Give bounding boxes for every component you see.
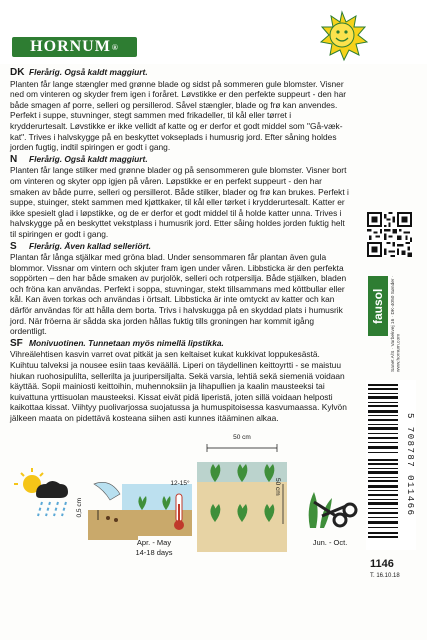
harvest-scissors-icon [300, 478, 360, 538]
language-code: N [10, 153, 18, 165]
section-body-sf: Vihreälehtisen kasvin varret ovat pitkät ja sen keltaiset kukat kukkivat loppukesästä. Kuihtuu talveksi ja nousee esiin taas keväällä. Liperi on täydellinen keittoyrtti - se maistuu hiukan ruohosipulilta, sellerilta ja juuripersiljalta. Sekä varsia, lehtiä sekä siemeniä voidaan käyttää. Sopii mainiosti keittoihin, muhennoksiin ja lihapullien ja kaalin mausteeksi tai kuivattuna yrttisuolan mausteeksi. Kissat eivät pidä liperistä, joten sillä voidaan helposti kaikottaa kissat. Viihtyy puolivarjossa suojatussa ja humuspitoisessa kasvumaassa. Kylvön jälkeen maata on pidettävä kosteana siihen asti kunnes itääminen alkaa. [10, 349, 347, 423]
section-heading-n [10, 154, 350, 166]
section-body-dk: Planten får lange stængler med grønne blade og sidst på sommeren gule blomster. Visner ned om vinteren og skyder frem igen i foråret. Løvstikke er den perfekte suppeurt - den har både smagen af porre, selleri og persillerod. Såvel stængler, blade og frø kan anvendes. Perfekt i suppe, stuvninger, stegt sammen med frikadeller, til kål eller tørret i krydderurtesalt. Løvstikke er ikke vellidt af katte og er derfor et godt middel som "Gå-væk-kat". Trives i halvskygge på en beskyttet vokseplads i humusrig jord. Efter såning holdes jorden fugtig, indtil spiringen er godt i gang. [10, 78, 347, 153]
brand-name: HORNUM [30, 38, 111, 55]
section-body-n: Planten får lange stilker med grønne blader og på sensommeren gule blomster. Visner bort om vinteren og skyter opp igjen på våren. Løpstikke er en perfekt suppeurt - den har smaken av både purre, selleri og persillerot. Både stilker, blader og frø kan brukes. Perfekt i suppe, stuinger, stekt sammen med kjøttkaker, til kål eller tørket i krydderurtesalt. Katter er ikke spesielt glad i løpstikke, og de er derfor et godt middel til å holde katter unna. Trives i halvskygge på en beskyttet vekstplass i humusrik jord. Etter såing holdes jorden fuktig helt til spiringen er godt i gang. [10, 165, 349, 239]
section-subtitle: Flerårig. Også kaldt maggiurt. [29, 153, 148, 164]
thermometer-icon [172, 492, 186, 532]
sow-depth-label: 0,5 cm [76, 498, 83, 518]
plant-distance-label: 50 cm [274, 478, 281, 496]
sun-mascot-icon [312, 8, 372, 63]
section-body-s: Plantan får långa stjälkar med gröna blad. Under sensommaren får plantan även gula blommor. Vissnar om vintern och skjuter fram igen under våren. Libbsticka är den perfekta soppörten – den har både smaken av purjolök, selleri och rotpersilja. Både stjälken, bladen och fröna kan användas. Perfekt i soppa, stuvningar, stekt tillsammans med köttbullar eller kål. Kan även torkas och användas i örtsalt. Libbsticka är inte omtyckt av katter och kan därför användas för att hålla dem borta. Trivs i halvskugga på en skyddad plats i humusrik jord. När fröerna är sådda ska jorden hållas fuktig tills groningen har kommit igång ordentligt. [10, 252, 347, 337]
growing-instructions-diagram [12, 420, 362, 640]
barcode-number: 5 708787 011466 [405, 413, 415, 517]
certification-block [364, 262, 416, 372]
row-distance-label: 50 cm [233, 434, 251, 441]
section-heading-dk [10, 67, 350, 79]
section-subtitle: Flerårig. Også kaldt maggiurt. [29, 67, 148, 77]
section-subtitle: Monivuotinen. Tunnetaan myös nimellä lipstikka. [29, 337, 224, 348]
lot-number: 1146 [370, 558, 394, 570]
brand-mark: ® [111, 42, 119, 52]
qr-code-icon [367, 212, 412, 257]
temperature-label: 12-15° [170, 480, 190, 487]
fausol-badge: fausol [368, 276, 388, 336]
plant-spacing-icon [197, 442, 287, 552]
print-date: T. 16.10.18 [370, 573, 400, 579]
section-subtitle: Flerårig. Även kallad selleriört. [29, 240, 151, 251]
language-code: SF [10, 337, 23, 349]
sow-months-label: Apr. - May [136, 538, 172, 547]
description-text [10, 67, 350, 424]
harvest-label: Jun. - Oct. [312, 538, 348, 547]
germination-label: 14-18 days [135, 548, 173, 557]
partial-sun-rain-icon [12, 466, 72, 521]
header [0, 0, 427, 64]
language-code: S [10, 240, 17, 252]
company-address: Sanet A/S · Varbekvej 16 · DK-4050 Sønder · www.hornum.com [391, 275, 402, 372]
brand-logo [12, 37, 137, 57]
section-heading-s [10, 241, 350, 253]
section-heading-sf [10, 338, 350, 350]
language-code: DK [10, 67, 25, 78]
